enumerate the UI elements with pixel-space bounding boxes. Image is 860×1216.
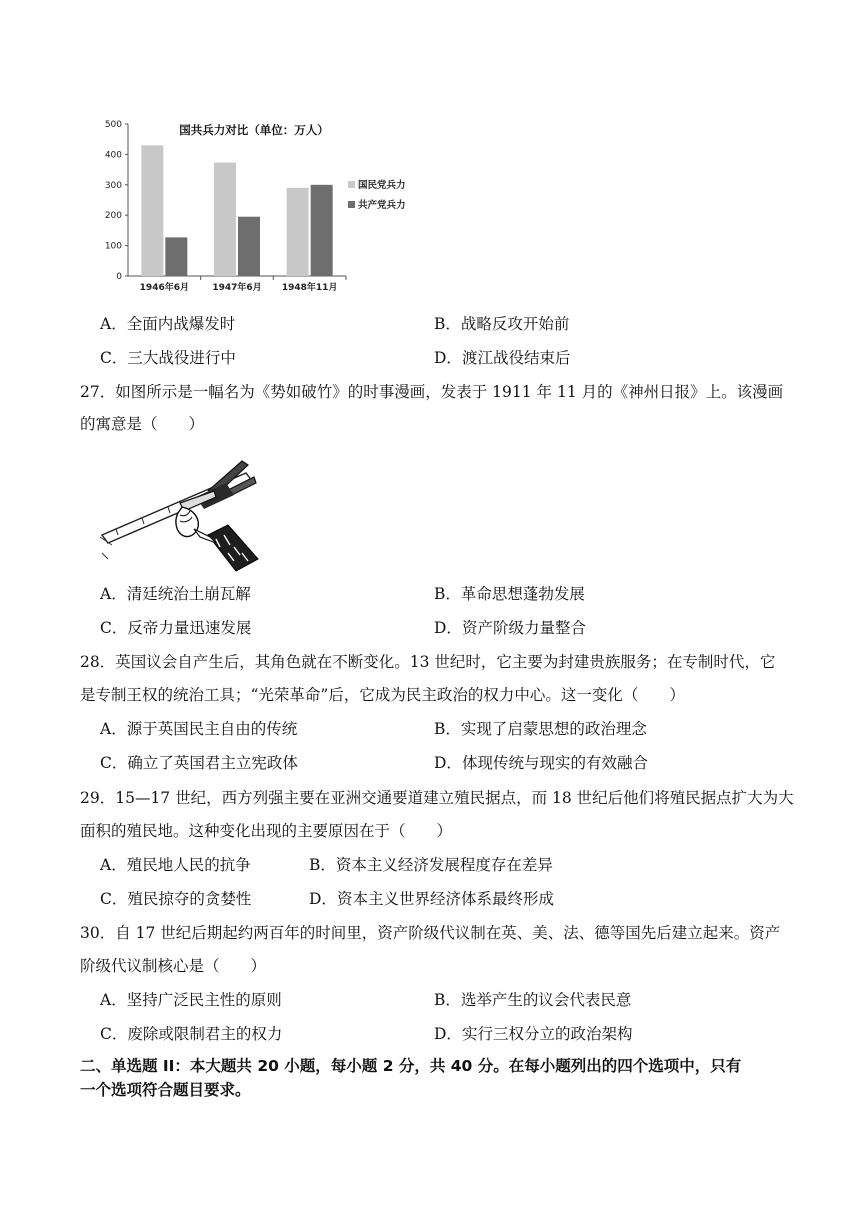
option-text: 实现了启蒙思想的政治理念 — [460, 720, 647, 738]
q27-stem-line2: 的寓意是（ ） — [80, 415, 205, 433]
q29-option-c[interactable] — [100, 888, 251, 910]
option-text: 废除或限制君主的权力 — [127, 1025, 283, 1043]
section-heading-line1: 二、单选题 II：本大题共 20 小题，每小题 2 分，共 40 分。在每小题列出的四个选项中，只有 — [80, 1057, 742, 1075]
option-letter: C． — [100, 890, 128, 908]
option-text: 渡江战役结束后 — [461, 349, 571, 367]
q27-option-c[interactable] — [100, 617, 251, 639]
y-tick-label: 400 — [104, 150, 122, 161]
option-letter: D． — [434, 619, 462, 637]
option-letter: B． — [434, 720, 461, 738]
option-text: 三大战役进行中 — [127, 349, 236, 367]
y-tick-label: 100 — [104, 241, 122, 252]
option-letter: D． — [434, 1025, 462, 1043]
y-tick-label: 200 — [104, 211, 122, 222]
q30-option-b[interactable] — [434, 989, 631, 1011]
option-text: 殖民地人民的抗争 — [126, 856, 251, 874]
bar — [311, 185, 333, 276]
q29-option-b[interactable] — [309, 854, 553, 876]
x-tick-label: 1948年11月 — [281, 283, 338, 293]
q28-stem-line2: 是专制王权的统治工具；“光荣革命”后，它成为民主政治的权力中心。这一变化（ ） — [80, 686, 685, 704]
y-tick-label: 500 — [104, 120, 122, 130]
option-letter: D． — [309, 890, 337, 908]
q30-stem-line2: 阶级代议制核心是（ ） — [80, 957, 267, 975]
q27-option-b[interactable] — [434, 583, 585, 605]
option-text: 确立了英国君主立宪政体 — [127, 754, 298, 772]
option-letter: B． — [309, 856, 336, 874]
q30-option-a[interactable] — [100, 989, 282, 1011]
option-text: 坚持广泛民主性的原则 — [126, 991, 282, 1009]
option-letter: A． — [100, 720, 127, 738]
q28-option-b[interactable] — [434, 718, 647, 740]
option-text: 选举产生的议会代表民意 — [460, 991, 632, 1009]
option-letter: C． — [100, 619, 128, 637]
option-text: 资本主义经济发展程度存在差异 — [335, 856, 553, 874]
option-letter: C． — [100, 1025, 128, 1043]
option-letter: B． — [434, 585, 461, 603]
bar — [141, 145, 163, 276]
troop-comparison-chart — [96, 112, 422, 298]
q28-option-a[interactable] — [100, 718, 297, 740]
option-letter: D． — [434, 754, 462, 772]
x-tick-label: 1946年6月 — [139, 283, 189, 293]
q28-option-d[interactable] — [434, 752, 648, 774]
option-text: 反帝力量迅速发展 — [127, 619, 252, 637]
option-letter: A． — [100, 315, 127, 333]
option-letter: C． — [100, 754, 128, 772]
chart-svg — [96, 112, 422, 298]
q27-option-a[interactable] — [100, 583, 251, 605]
option-text: 资产阶级力量整合 — [461, 619, 586, 637]
legend-swatch — [348, 201, 355, 208]
q30-stem-line1: 30．自 17 世纪后期起约两百年的时间里，资产阶级代议制在英、美、法、德等国先后建立起来。资产 — [80, 924, 781, 942]
y-tick-label: 300 — [104, 180, 122, 191]
q28-stem-line1: 28．英国议会自产生后，其角色就在不断变化。13 世纪时，它主要为封建贵族服务；在专制时代，它 — [80, 653, 776, 671]
legend-label: 共产党兵力 — [358, 200, 406, 211]
q28-option-c[interactable] — [100, 752, 298, 774]
option-letter: A． — [100, 991, 127, 1009]
option-text: 革命思想蓬勃发展 — [460, 585, 585, 603]
option-letter: D． — [434, 349, 462, 367]
option-text: 清廷统治土崩瓦解 — [126, 585, 251, 603]
q29-stem-line2: 面积的殖民地。这种变化出现的主要原因在于（ ） — [80, 822, 453, 840]
q30-option-c[interactable] — [100, 1023, 282, 1045]
q27-option-d[interactable] — [434, 617, 586, 639]
y-tick-label: 0 — [116, 272, 122, 282]
q29-option-d[interactable] — [309, 888, 554, 910]
option-text: 实行三权分立的政治架构 — [461, 1025, 633, 1043]
bar — [165, 237, 187, 276]
option-text: 殖民掠夺的贪婪性 — [127, 890, 252, 908]
option-letter: C． — [100, 349, 128, 367]
bar — [287, 188, 309, 276]
option-letter: A． — [100, 856, 127, 874]
legend-swatch — [348, 181, 355, 188]
option-text: 战略反攻开始前 — [460, 315, 570, 333]
q30-option-d[interactable] — [434, 1023, 632, 1045]
option-text: 资本主义世界经济体系最终形成 — [336, 890, 554, 908]
q27-stem-line1: 27．如图所示是一幅名为《势如破竹》的时事漫画，发表于 1911 年 11 月的《神州日报》上。该漫画 — [80, 383, 784, 401]
q29-option-a[interactable] — [100, 854, 251, 876]
x-tick-label: 1947年6月 — [212, 283, 262, 293]
option-letter: B． — [434, 315, 461, 333]
q26-option-d[interactable] — [434, 347, 570, 369]
q26-option-a[interactable] — [100, 313, 235, 335]
cartoon-drawing — [96, 455, 266, 573]
q26-option-c[interactable] — [100, 347, 236, 369]
chart-title: 国共兵力对比（单位：万人） — [179, 123, 329, 137]
option-text: 源于英国民主自由的传统 — [126, 720, 298, 738]
section-heading-line2: 一个选项符合题目要求。 — [80, 1081, 251, 1099]
option-text: 体现传统与现实的有效融合 — [461, 754, 648, 772]
q26-option-b[interactable] — [434, 313, 569, 335]
legend-label: 国民党兵力 — [358, 180, 406, 191]
cartoon-bamboo-image — [96, 455, 266, 573]
bar — [214, 163, 236, 276]
option-letter: B． — [434, 991, 461, 1009]
option-letter: A． — [100, 585, 127, 603]
bar — [238, 217, 260, 276]
option-text: 全面内战爆发时 — [126, 315, 236, 333]
q29-stem-line1: 29．15—17 世纪，西方列强主要在亚洲交通要道建立殖民据点，而 18 世纪后他们将殖民据点扩大为大 — [80, 789, 794, 807]
